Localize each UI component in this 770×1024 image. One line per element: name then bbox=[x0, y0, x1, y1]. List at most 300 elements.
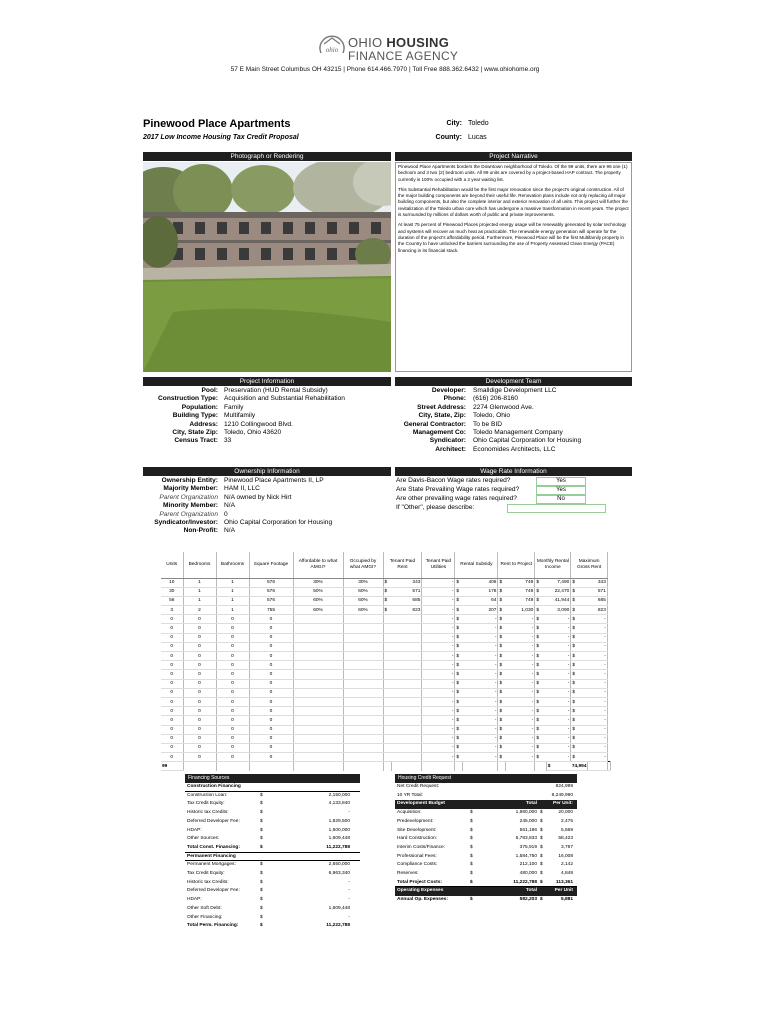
column-header: Occupied by what AMGI? bbox=[343, 552, 383, 578]
currency-sign: $ bbox=[498, 587, 506, 596]
budget-row bbox=[395, 844, 577, 853]
table-cell: - bbox=[506, 642, 535, 651]
currency-sign bbox=[383, 670, 391, 679]
table-cell bbox=[391, 725, 422, 734]
table-cell: 0 bbox=[183, 734, 216, 743]
row-label: Annual Op. Expenses: bbox=[397, 897, 448, 903]
own-value: N/A bbox=[224, 502, 235, 510]
project-info-list bbox=[143, 387, 391, 457]
table-cell bbox=[293, 743, 343, 752]
table-cell: 0 bbox=[216, 642, 249, 651]
own-key: Syndicator/Investor: bbox=[154, 519, 218, 526]
table-cell: - bbox=[422, 734, 455, 743]
table-cell: 343 bbox=[391, 578, 422, 587]
table-cell bbox=[293, 633, 343, 642]
currency-sign bbox=[383, 716, 391, 725]
table-cell bbox=[343, 642, 383, 651]
wage-answer[interactable]: Yes bbox=[536, 477, 586, 486]
total-units: 99 bbox=[161, 762, 183, 771]
table-cell: - bbox=[546, 652, 571, 661]
row-label: Historic tax Credits: bbox=[187, 810, 229, 816]
currency-sign: $ bbox=[571, 679, 588, 688]
currency-sign: $ bbox=[455, 743, 463, 752]
table-cell: 0 bbox=[216, 697, 249, 706]
table-cell: 0 bbox=[216, 624, 249, 633]
financing-row bbox=[185, 914, 360, 923]
table-cell: 0 bbox=[216, 734, 249, 743]
table-cell: 0 bbox=[249, 670, 293, 679]
budget-header-row bbox=[395, 800, 577, 809]
table-cell: 1 bbox=[183, 596, 216, 605]
table-cell: - bbox=[506, 707, 535, 716]
table-cell bbox=[391, 716, 422, 725]
currency-sign: $ bbox=[571, 615, 588, 624]
table-cell: - bbox=[422, 578, 455, 587]
table-cell: - bbox=[588, 707, 607, 716]
row-label: Professional Fees: bbox=[397, 853, 437, 859]
currency-sign: $ bbox=[383, 587, 391, 596]
table-cell: 1 bbox=[216, 578, 249, 587]
table-cell bbox=[293, 615, 343, 624]
table-cell: - bbox=[506, 661, 535, 670]
row-label: Acquisition: bbox=[397, 810, 422, 816]
logo-line-2: FINANCE AGENCY bbox=[348, 49, 459, 63]
financing-row bbox=[185, 818, 360, 827]
table-cell bbox=[293, 642, 343, 651]
currency-sign: $ bbox=[540, 871, 543, 876]
dev-key: Management Co: bbox=[412, 429, 466, 436]
table-cell: - bbox=[422, 624, 455, 633]
table-cell: 0 bbox=[161, 679, 183, 688]
table-cell: 576 bbox=[249, 578, 293, 587]
dev-value: Ohio Capital Corporation for Housing bbox=[473, 437, 582, 445]
currency-sign: $ bbox=[498, 753, 506, 762]
currency-sign: $ bbox=[260, 879, 263, 885]
table-cell: - bbox=[546, 670, 571, 679]
table-cell: 0 bbox=[161, 661, 183, 670]
column-header: Monthly Rental Income bbox=[535, 552, 571, 578]
total-value: 480,000 bbox=[519, 871, 537, 876]
table-cell: 0 bbox=[216, 661, 249, 670]
wage-answer[interactable]: Yes bbox=[536, 486, 586, 495]
currency-sign: $ bbox=[455, 707, 463, 716]
table-cell: - bbox=[588, 697, 607, 706]
table-cell bbox=[293, 688, 343, 697]
info-value: 33 bbox=[224, 437, 232, 445]
table-cell: - bbox=[463, 624, 498, 633]
currency-sign: $ bbox=[535, 596, 546, 605]
row-label: Other Sources: bbox=[187, 836, 220, 842]
table-cell: 207 bbox=[463, 606, 498, 615]
currency-sign: $ bbox=[455, 578, 463, 587]
own-key: Non-Profit: bbox=[183, 527, 218, 535]
dev-value: (616) 206-8160 bbox=[473, 395, 519, 403]
table-cell: - bbox=[463, 633, 498, 642]
own-value: N/A bbox=[224, 527, 235, 535]
table-cell: 30% bbox=[293, 578, 343, 587]
total-value: Total bbox=[525, 888, 537, 894]
table-cell bbox=[343, 762, 383, 771]
currency-sign: $ bbox=[535, 587, 546, 596]
currency-sign: $ bbox=[455, 670, 463, 679]
table-cell: - bbox=[506, 743, 535, 752]
currency-sign: $ bbox=[470, 862, 473, 868]
row-label: Development Budget bbox=[397, 801, 445, 807]
currency-sign: $ bbox=[470, 827, 473, 833]
currency-sign: $ bbox=[383, 606, 391, 615]
table-cell: 1 bbox=[183, 578, 216, 587]
net-credit-row bbox=[395, 783, 577, 792]
budget-row bbox=[395, 818, 577, 827]
column-header: Units bbox=[161, 552, 183, 578]
table-cell: - bbox=[588, 624, 607, 633]
row-label: Compliance Costs: bbox=[397, 862, 438, 868]
dev-key: Syndicator: bbox=[429, 437, 466, 445]
table-cell: - bbox=[422, 697, 455, 706]
currency-sign: $ bbox=[535, 606, 546, 615]
own-key: Parent Organization bbox=[159, 510, 218, 518]
table-cell: 0 bbox=[161, 688, 183, 697]
table-cell: 7,490 bbox=[546, 578, 571, 587]
dev-key: City, State, Zip: bbox=[418, 412, 466, 420]
currency-sign: $ bbox=[260, 923, 263, 929]
table-cell: 0 bbox=[216, 753, 249, 762]
table-cell: 178 bbox=[463, 587, 498, 596]
project-info-header: Project Information bbox=[143, 377, 391, 386]
info-key: City, State Zip: bbox=[172, 429, 218, 436]
table-cell bbox=[343, 753, 383, 762]
own-value: 0 bbox=[224, 510, 228, 518]
currency-sign: $ bbox=[535, 688, 546, 697]
currency-sign: $ bbox=[535, 743, 546, 752]
table-cell: - bbox=[588, 753, 607, 762]
table-cell: 0 bbox=[216, 670, 249, 679]
table-cell: - bbox=[463, 615, 498, 624]
total-row bbox=[185, 844, 360, 853]
table-cell: 0 bbox=[249, 716, 293, 725]
table-cell: 0 bbox=[161, 670, 183, 679]
total-value: 824,999 bbox=[555, 784, 573, 789]
currency-sign: $ bbox=[535, 670, 546, 679]
row-label: Predevelopment: bbox=[397, 818, 434, 824]
agency-address: 57 E Main Street Columbus OH 43215 | Phone 614.466.7970 | Toll Free 888.362.6432 | www.ohiohome.org bbox=[230, 66, 540, 73]
wage-header: Wage Rate Information bbox=[395, 467, 632, 476]
row-label: Total Const. Financing: bbox=[187, 844, 240, 850]
table-cell: - bbox=[506, 615, 535, 624]
table-cell: - bbox=[506, 697, 535, 706]
wage-answer[interactable]: No bbox=[536, 495, 586, 504]
other-wage-description[interactable] bbox=[507, 504, 606, 513]
currency-sign: $ bbox=[498, 661, 506, 670]
table-cell: - bbox=[463, 670, 498, 679]
table-cell bbox=[391, 642, 422, 651]
table-cell: 0 bbox=[216, 633, 249, 642]
table-cell: 0 bbox=[216, 652, 249, 661]
table-cell: 0 bbox=[161, 743, 183, 752]
table-cell: - bbox=[422, 716, 455, 725]
currency-sign: $ bbox=[571, 725, 588, 734]
currency-sign: $ bbox=[260, 836, 263, 842]
table-cell: 749 bbox=[506, 578, 535, 587]
table-cell: 0 bbox=[183, 697, 216, 706]
currency-sign: $ bbox=[540, 818, 543, 824]
table-cell: - bbox=[546, 743, 571, 752]
table-cell bbox=[535, 762, 546, 771]
table-cell: 64 bbox=[463, 596, 498, 605]
table-cell: 0 bbox=[161, 633, 183, 642]
table-cell bbox=[588, 762, 607, 771]
table-cell: 0 bbox=[161, 734, 183, 743]
table-cell: 56 bbox=[161, 596, 183, 605]
currency-sign: $ bbox=[455, 606, 463, 615]
budget-row bbox=[395, 853, 577, 862]
table-row bbox=[161, 633, 611, 642]
table-row bbox=[161, 725, 611, 734]
table-cell: - bbox=[422, 688, 455, 697]
financing-row bbox=[185, 861, 360, 870]
table-cell: - bbox=[546, 615, 571, 624]
table-cell: - bbox=[463, 661, 498, 670]
row-value: 1,500,000 bbox=[328, 827, 350, 833]
budget-row bbox=[395, 835, 577, 844]
currency-sign: $ bbox=[455, 624, 463, 633]
table-cell: - bbox=[422, 707, 455, 716]
currency-sign: $ bbox=[535, 642, 546, 651]
table-cell: 0 bbox=[249, 753, 293, 762]
table-cell: 30 bbox=[161, 587, 183, 596]
table-cell: 60% bbox=[293, 606, 343, 615]
table-cell: - bbox=[422, 596, 455, 605]
table-cell: 0 bbox=[161, 642, 183, 651]
wage-question: If "Other", please describe: bbox=[396, 504, 475, 511]
currency-sign bbox=[383, 633, 391, 642]
opex-row bbox=[395, 896, 577, 905]
financing-row bbox=[185, 905, 360, 914]
currency-sign: $ bbox=[498, 624, 506, 633]
table-cell: - bbox=[422, 670, 455, 679]
table-cell: - bbox=[422, 652, 455, 661]
table-cell: 0 bbox=[249, 652, 293, 661]
currency-sign: $ bbox=[260, 810, 263, 816]
currency-sign: $ bbox=[540, 810, 543, 816]
table-cell bbox=[343, 661, 383, 670]
currency-sign: $ bbox=[470, 818, 473, 824]
table-cell: - bbox=[588, 661, 607, 670]
table-cell: - bbox=[422, 587, 455, 596]
table-cell: 0 bbox=[216, 743, 249, 752]
currency-sign: $ bbox=[260, 862, 263, 868]
table-cell: - bbox=[588, 679, 607, 688]
dev-team-header: Development Team bbox=[395, 377, 632, 386]
column-header: Maximum Gross Rent bbox=[571, 552, 608, 578]
table-cell bbox=[455, 762, 463, 771]
per-unit-value: 5,881 bbox=[560, 897, 573, 903]
financing-row bbox=[185, 792, 360, 801]
table-cell bbox=[391, 743, 422, 752]
table-row bbox=[161, 587, 611, 596]
row-label: Tax Credit Equity: bbox=[187, 801, 225, 807]
table-cell: 0 bbox=[161, 753, 183, 762]
table-cell: - bbox=[506, 652, 535, 661]
photo-header: Photograph or Rendering bbox=[143, 152, 391, 161]
per-unit-value: 113,361 bbox=[555, 879, 573, 885]
table-cell: - bbox=[422, 743, 455, 752]
row-value: - bbox=[348, 879, 350, 885]
table-cell bbox=[391, 624, 422, 633]
table-cell bbox=[383, 762, 391, 771]
table-cell bbox=[293, 762, 343, 771]
currency-sign bbox=[383, 743, 391, 752]
row-value: 6,963,340 bbox=[328, 871, 350, 876]
currency-sign: $ bbox=[455, 642, 463, 651]
currency-sign: $ bbox=[535, 725, 546, 734]
row-label: Deferred Developer Fee: bbox=[187, 818, 240, 824]
table-cell: 0 bbox=[216, 716, 249, 725]
row-label: Site Development: bbox=[397, 827, 437, 833]
currency-sign: $ bbox=[455, 652, 463, 661]
currency-sign: $ bbox=[455, 661, 463, 670]
table-total-row bbox=[161, 762, 611, 771]
currency-sign: $ bbox=[535, 753, 546, 762]
table-cell: - bbox=[588, 725, 607, 734]
table-cell: 0 bbox=[216, 707, 249, 716]
currency-sign: $ bbox=[470, 897, 473, 903]
currency-sign: $ bbox=[260, 792, 263, 798]
table-cell: 2 bbox=[183, 606, 216, 615]
total-value: 8,249,990 bbox=[551, 792, 573, 798]
table-cell: 0 bbox=[183, 624, 216, 633]
currency-sign: $ bbox=[571, 697, 588, 706]
currency-sign: $ bbox=[498, 716, 506, 725]
currency-sign: $ bbox=[383, 578, 391, 587]
table-cell: 0 bbox=[161, 652, 183, 661]
ohio-emblem-icon bbox=[318, 33, 346, 61]
currency-sign: $ bbox=[260, 844, 263, 850]
section-subheader bbox=[185, 783, 360, 792]
table-cell bbox=[293, 661, 343, 670]
currency-sign: $ bbox=[498, 725, 506, 734]
table-cell: - bbox=[422, 679, 455, 688]
county-value: Lucas bbox=[468, 134, 487, 141]
table-cell: 0 bbox=[216, 679, 249, 688]
financing-row bbox=[185, 809, 360, 818]
per-unit-value: 2,142 bbox=[560, 862, 573, 868]
currency-sign: $ bbox=[470, 810, 473, 816]
currency-sign bbox=[383, 688, 391, 697]
table-cell: 1,030 bbox=[506, 606, 535, 615]
table-cell bbox=[607, 762, 610, 771]
table-cell: 0 bbox=[161, 615, 183, 624]
table-cell: 0 bbox=[249, 633, 293, 642]
table-cell bbox=[343, 670, 383, 679]
table-cell: 0 bbox=[183, 743, 216, 752]
per-unit-value: 5,669 bbox=[560, 827, 573, 833]
column-header: Tenant Paid Rent bbox=[383, 552, 422, 578]
table-cell: - bbox=[546, 633, 571, 642]
table-cell bbox=[293, 652, 343, 661]
row-label: Permanent Mortgages: bbox=[187, 862, 236, 868]
table-cell: 0 bbox=[183, 716, 216, 725]
ohfa-logo bbox=[318, 33, 488, 63]
table-row bbox=[161, 743, 611, 752]
currency-sign: $ bbox=[535, 734, 546, 743]
row-label: 10 YR Total: bbox=[397, 792, 423, 798]
table-cell: 0 bbox=[183, 661, 216, 670]
table-cell: 10 bbox=[161, 578, 183, 587]
row-value: 11,222,788 bbox=[326, 844, 350, 850]
table-cell bbox=[391, 615, 422, 624]
currency-sign: $ bbox=[571, 606, 588, 615]
table-cell bbox=[293, 624, 343, 633]
table-cell bbox=[343, 707, 383, 716]
currency-sign: $ bbox=[260, 888, 263, 894]
table-cell bbox=[391, 652, 422, 661]
own-key: Majority Member: bbox=[163, 485, 218, 493]
table-cell: 0 bbox=[183, 707, 216, 716]
table-header-row bbox=[161, 552, 611, 578]
table-cell: - bbox=[546, 679, 571, 688]
table-cell bbox=[293, 716, 343, 725]
project-title: Pinewood Place Apartments bbox=[143, 118, 291, 130]
table-cell: 0 bbox=[183, 652, 216, 661]
table-cell: - bbox=[588, 743, 607, 752]
info-value: Preservation (HUD Rental Subsidy) bbox=[224, 387, 328, 394]
table-cell bbox=[293, 697, 343, 706]
table-cell: - bbox=[463, 707, 498, 716]
table-cell: 0 bbox=[249, 697, 293, 706]
table-cell bbox=[343, 743, 383, 752]
wage-question: Are other prevailing wage rates required? bbox=[396, 495, 517, 502]
table-row bbox=[161, 697, 611, 706]
table-row bbox=[161, 578, 611, 587]
table-cell: - bbox=[422, 642, 455, 651]
project-narrative bbox=[395, 162, 632, 372]
table-cell: - bbox=[506, 633, 535, 642]
city-label: City: bbox=[446, 120, 462, 127]
currency-sign: $ bbox=[571, 578, 588, 587]
table-cell bbox=[293, 679, 343, 688]
column-header: Rental Subsidy bbox=[455, 552, 498, 578]
table-cell: 0 bbox=[161, 707, 183, 716]
row-value: - bbox=[348, 888, 350, 894]
currency-sign: $ bbox=[260, 801, 263, 807]
info-value: 1210 Collingwood Blvd. bbox=[224, 420, 293, 428]
table-cell: 0 bbox=[249, 624, 293, 633]
currency-sign bbox=[383, 661, 391, 670]
table-cell bbox=[343, 688, 383, 697]
currency-sign: $ bbox=[455, 615, 463, 624]
total-row bbox=[185, 922, 360, 931]
table-cell: 0 bbox=[216, 688, 249, 697]
currency-sign: $ bbox=[455, 679, 463, 688]
dev-key: Architect: bbox=[435, 445, 466, 453]
currency-sign: $ bbox=[498, 606, 506, 615]
table-cell: 0 bbox=[249, 679, 293, 688]
table-cell: - bbox=[463, 753, 498, 762]
table-cell: 0 bbox=[161, 725, 183, 734]
currency-sign: $ bbox=[571, 716, 588, 725]
credit-request bbox=[395, 783, 577, 943]
budget-row bbox=[395, 861, 577, 870]
table-cell bbox=[183, 762, 216, 771]
table-cell: - bbox=[506, 688, 535, 697]
budget-row bbox=[395, 827, 577, 836]
table-cell: - bbox=[506, 670, 535, 679]
currency-sign: $ bbox=[498, 670, 506, 679]
currency-sign: $ bbox=[535, 707, 546, 716]
per-unit-value: 3,797 bbox=[560, 844, 573, 850]
row-value: - bbox=[348, 810, 350, 816]
